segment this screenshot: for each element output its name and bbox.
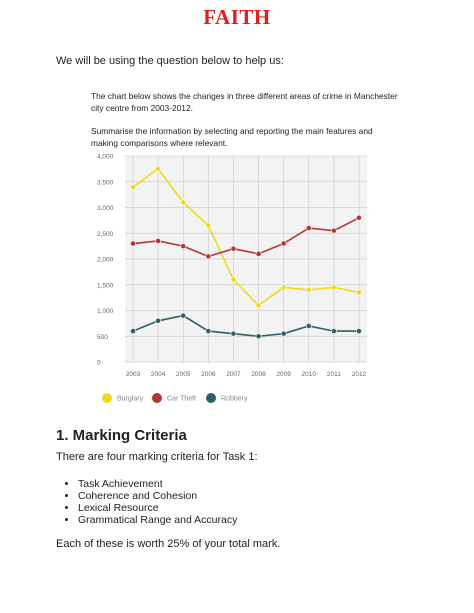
criteria-item: • Task Achievement [78,478,237,490]
y-tick-label: 3,000 [97,205,114,212]
data-point-robbery [181,313,186,318]
data-point-burglary [306,287,311,292]
y-tick-label: 500 [97,333,108,341]
y-tick-label: 2,000 [97,256,114,264]
weighting-note: Each of these is worth 25% of your total mark. [56,538,281,550]
data-point-robbery [231,331,236,336]
data-point-robbery [130,329,135,334]
x-tick-label: 2003 [125,371,141,378]
data-point-burglary [281,285,286,290]
data-point-robbery [256,334,261,339]
y-tick-label: 0 [97,359,101,367]
data-point-robbery [156,318,161,323]
x-tick-label: 2009 [276,371,291,378]
legend-swatch-burglary [102,393,112,403]
x-tick-label: 2004 [150,371,166,378]
y-tick-label: 4,000 [97,153,114,161]
y-tick-label: 3,500 [97,179,114,187]
data-point-robbery [206,329,211,334]
question-description: The chart below shows the changes in three different areas of crime in Manchester city centre from 2003-2012. [91,91,398,113]
page-title: FAITH [203,5,271,29]
data-point-burglary [231,277,236,282]
x-tick-label: 2010 [301,371,317,378]
data-point-car-theft [356,215,361,220]
criteria-item: • Grammatical Range and Accuracy [78,514,237,526]
data-point-burglary [331,285,336,290]
data-point-burglary [206,223,211,228]
data-point-burglary [256,303,261,308]
data-point-burglary [356,290,361,295]
data-point-robbery [281,331,286,336]
x-tick-label: 2011 [326,371,341,378]
x-tick-label: 2008 [251,371,266,378]
data-point-car-theft [231,246,236,251]
section-intro: There are four marking criteria for Task 1: [56,451,258,463]
legend-label-robbery: Robbery [221,395,248,403]
data-point-robbery [331,329,336,334]
legend-label-car-theft: Car Theft [167,395,197,403]
data-point-burglary [130,184,135,189]
y-tick-label: 1,500 [97,282,114,290]
x-tick-label: 2012 [351,371,367,378]
legend-label-burglary: Burglary [117,395,144,403]
data-point-car-theft [306,226,311,231]
x-tick-label: 2005 [175,371,191,378]
criteria-list [56,478,237,526]
intro-text: We will be using the question below to help us: [56,55,284,67]
legend-swatch-car-theft [152,393,162,403]
x-tick-label: 2007 [226,371,241,378]
data-point-car-theft [156,238,161,243]
data-point-burglary [156,166,161,171]
legend-swatch-robbery [206,393,216,403]
data-point-burglary [181,200,186,205]
x-tick-label: 2006 [201,371,216,378]
y-tick-label: 2,500 [97,230,114,238]
data-point-car-theft [256,251,261,256]
data-point-car-theft [130,241,135,246]
data-point-car-theft [206,254,211,259]
y-tick-label: 1,000 [97,308,114,315]
data-point-car-theft [281,241,286,246]
data-point-robbery [306,323,311,328]
data-point-car-theft [331,228,336,233]
crime-line-chart [95,148,375,410]
criteria-item: • Lexical Resource [78,502,237,514]
data-point-car-theft [181,244,186,249]
criteria-item: • Coherence and Cohesion [78,490,237,502]
data-point-robbery [356,329,361,334]
question-instruction: Summarise the information by selecting and reporting the main features and making comparisons where relevant. [91,126,373,148]
section-heading: 1. Marking Criteria [56,427,187,444]
